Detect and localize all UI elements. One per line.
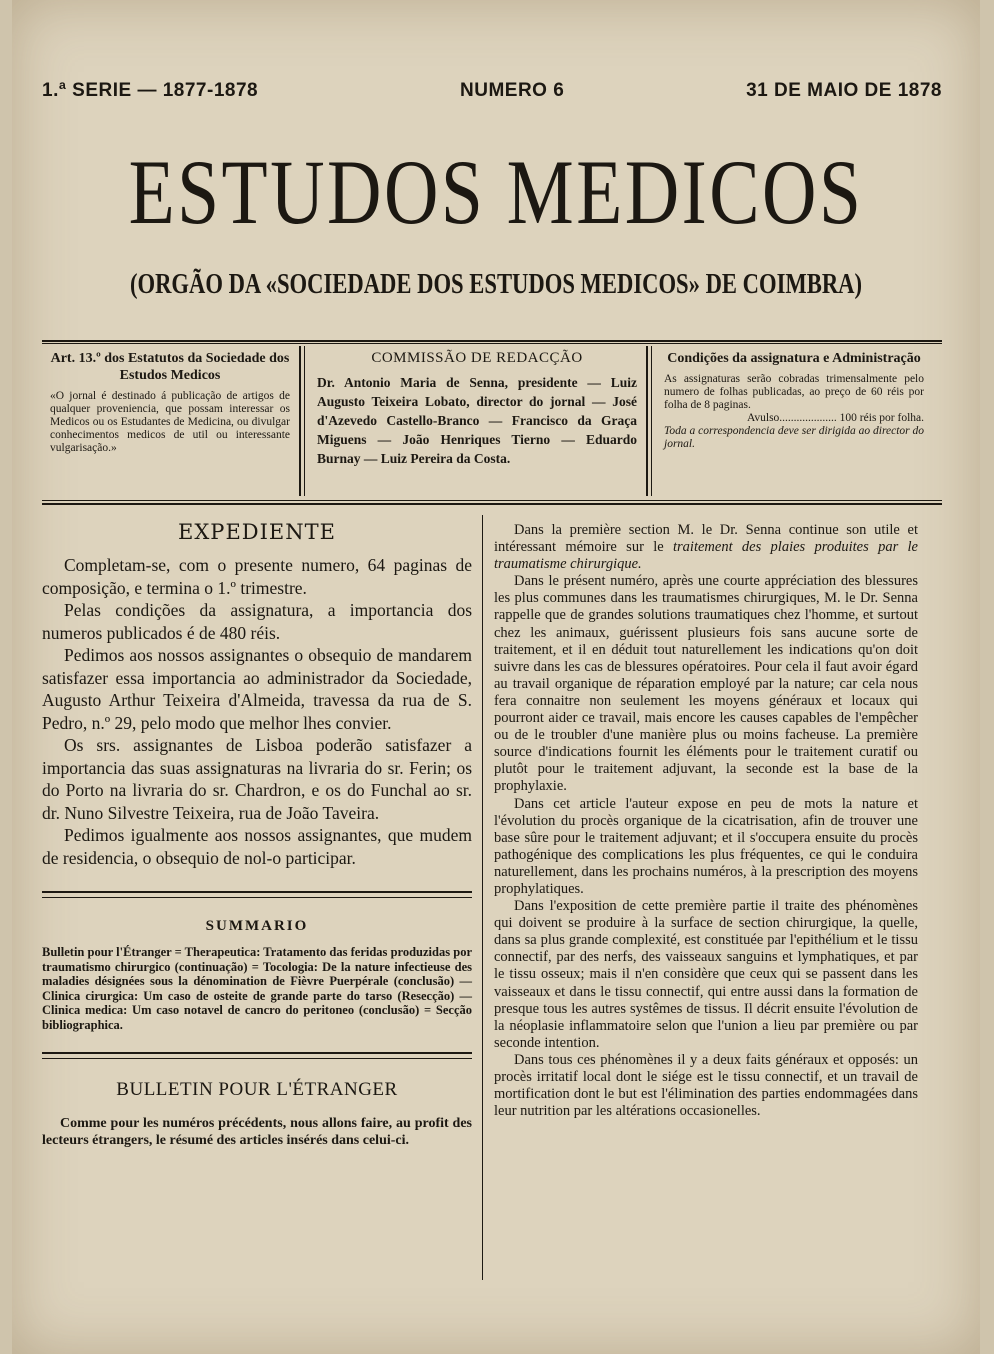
expediente-paragraph: Pedimos aos nossos assignantes o obsequio de mandarem satisfazer essa importancia ao administrador da Sociedade, Augusto Arthur Teixeira d'Almeida, travessa da rua de S. Pedro, n.º 29, pelo modo que melhor lhes convier. [42, 645, 472, 733]
expediente-paragraph: Completam-se, com o presente numero, 64 paginas de composição, e termina o 1.º trimestre. [42, 555, 472, 598]
rule-mid-thin [42, 500, 942, 501]
summario-body: Bulletin pour l'Étranger = Therapeutica: Tratamento das feridas produzidas por traumatismo chirurgico (continuação) = Tocologia: De la nature infectieuse des maladies désignées sous la dénomination de Fièvre Puerpérale (conclusão) — Clinica cirurgica: Um caso de osteite de grande parte do tarso (Resecção) — Clinica medica: Um caso notavel de cancro do peritoneo (conclusão) = Secção bibliographica. [42, 945, 472, 1032]
issue-date: 31 DE MAIO DE 1878 [746, 80, 942, 101]
serie-label: 1.ª SERIE — 1877-1878 [42, 80, 259, 101]
commission-box [317, 350, 637, 490]
rule-top [42, 340, 942, 342]
rule-mid [42, 503, 942, 505]
rule-top-thin [42, 343, 942, 344]
section-rule [42, 1052, 472, 1059]
expediente-paragraph: Pedimos igualmente aos nossos assignantes, que mudem de residencia, o obsequio de nol-o participar. [42, 825, 472, 868]
article-paragraph: Dans le présent numéro, après une courte appréciation des blessures les plus communes dans les traumatismes chirurgiques, M. le Dr. Senna rappelle que de grandes solutions traumatiques chez l'homme, et surtout chez les animaux, guérissent plusieurs fois sans aucune sorte de traitement, et il en déduit tout naturellement les indications qu'on doit suivre dans les cas de blessures opératoires. Pour cela il faut avoir égard au travail organique de réparation employé par la nature; car cela nous fera connaitre non seulement les moyens généraux et locaux qui pourront aider ce travail, mais encore les causes capables de l'empêcher ou de le troubler d'une manière plus ou moins facheuse. La première source d'indications fournit les éléments pour le traitement curatif ou plutôt pour le traitement adjuvant, la seconde est la base de la prophylaxie. [494, 573, 918, 795]
summario-title: SUMMARIO [205, 918, 309, 934]
issue-number: NUMERO 6 [460, 80, 565, 101]
left-column [42, 520, 472, 1149]
masthead-subtitle: (ORGÃO DA «SOCIEDADE DOS ESTUDOS MEDICOS» DE COIMBRA) [129, 268, 863, 300]
commission-body: Dr. Antonio Maria de Senna, presidente — Luiz Augusto Teixeira Lobato, director do jornal — José d'Azevedo Castello-Branco — Francisco da Graça Miguens — João Henriques Tierno — Eduardo Burnay — Luiz Pereira da Costa. [317, 375, 637, 466]
column-divider [482, 515, 483, 1280]
conditions-body: As assignaturas serão cobradas trimensalmente pelo numero de folhas publicadas, ao preço de 60 réis por folha de 8 paginas. [664, 373, 924, 411]
conditions-avulso: Avulso.................... 100 réis por folha. [746, 412, 924, 424]
bulletin-title: BULLETIN POUR L'ÉTRANGER [116, 1079, 398, 1100]
newspaper-page [12, 0, 980, 1354]
box-divider-2 [646, 346, 652, 496]
section-rule [42, 891, 472, 898]
issue-header [42, 80, 942, 110]
article-text: Dans la première section M. le Dr. Senna continue son utile et intéressant mémoire sur le [494, 522, 918, 556]
expediente-paragraph: Os srs. assignantes de Lisboa poderão satisfazer a importancia das suas assignaturas na livraria do sr. Ferin; os do Porto na livraria do sr. Chardron, e os do Funchal ao sr. dr. Nuno Silvestre Teixeira, rua de João Taveira. [42, 735, 472, 823]
expediente-paragraph: Pelas condições da assignatura, a importancia dos numeros publicados é de 480 réis. [42, 600, 472, 643]
conditions-title: Condições da assignatura e Administração [667, 351, 921, 366]
statutes-body: «O jornal é destinado á publicação de artigos de qualquer proveniencia, que possam interessar os Medicos ou os Estudantes de Medicina, ou divulgar conhecimentos medicos de util ou interessante vulgarisação.» [50, 390, 290, 454]
expediente-title: EXPEDIENTE [178, 520, 336, 544]
article-italic-title: traitement des plaies produites par le traumatisme chirurgique. [494, 539, 918, 573]
article-paragraph: Dans cet article l'auteur expose en peu de mots la nature et l'évolution du procès organique de la cicatrisation, afin de trouver une base sûre pour le traitement adjuvant; et il s'occupera ensuite du procès pathogénique des complications les plus fréquentes, ce qui le conduira naturellement, dans les prochains numéros, à la prescription des moyens prophylatiques. [494, 795, 918, 897]
article-paragraph [494, 522, 918, 573]
article-paragraph: Dans l'exposition de cette première partie il traite des phénomènes qui doivent se produire à la surface de section chirurgique, la quelle, dans sa plus grande complexité, est constituée par l'epithélium et le tissu connectif, par des nerfs, des vaisseaux sanguins et lymphatiques, et par le tissu osseux; mais il n'en considère que ceux qui se passent dans les vaisseaux et dans le tissu connectif, qui entre aussi dans la formation de presque tous les autres systêmes de tissus. Il décrit ensuite l'évolution de la néoplasie inflammatoire selon que l'union a lieu par première ou par seconde intention. [494, 898, 918, 1051]
right-column [494, 522, 918, 1120]
box-divider-1 [299, 346, 305, 496]
bulletin-intro: Comme pour les numéros précédents, nous allons faire, au profit des lecteurs étrangers, le résumé des articles insérés dans celui-ci. [42, 1116, 472, 1148]
article-paragraph: Dans tous ces phénomènes il y a deux faits généraux et opposés: un procès irritatif local dont le siége est le tissu connectif, et un travail de mortification dont le but est l'élimination des parties endommagées dans leur nutrition par les altérations occasionelles. [494, 1051, 918, 1120]
statutes-box [50, 350, 290, 490]
commission-title: COMMISSÃO DE REDACÇÃO [371, 350, 583, 366]
statutes-title: Art. 13.º dos Estatutos da Sociedade dos Estudos Medicos [50, 351, 290, 383]
conditions-note: Toda a correspondencia deve ser dirigida ao director do jornal. [664, 425, 925, 450]
masthead-title: ESTUDOS MEDICOS [128, 141, 864, 243]
conditions-box [664, 350, 924, 490]
